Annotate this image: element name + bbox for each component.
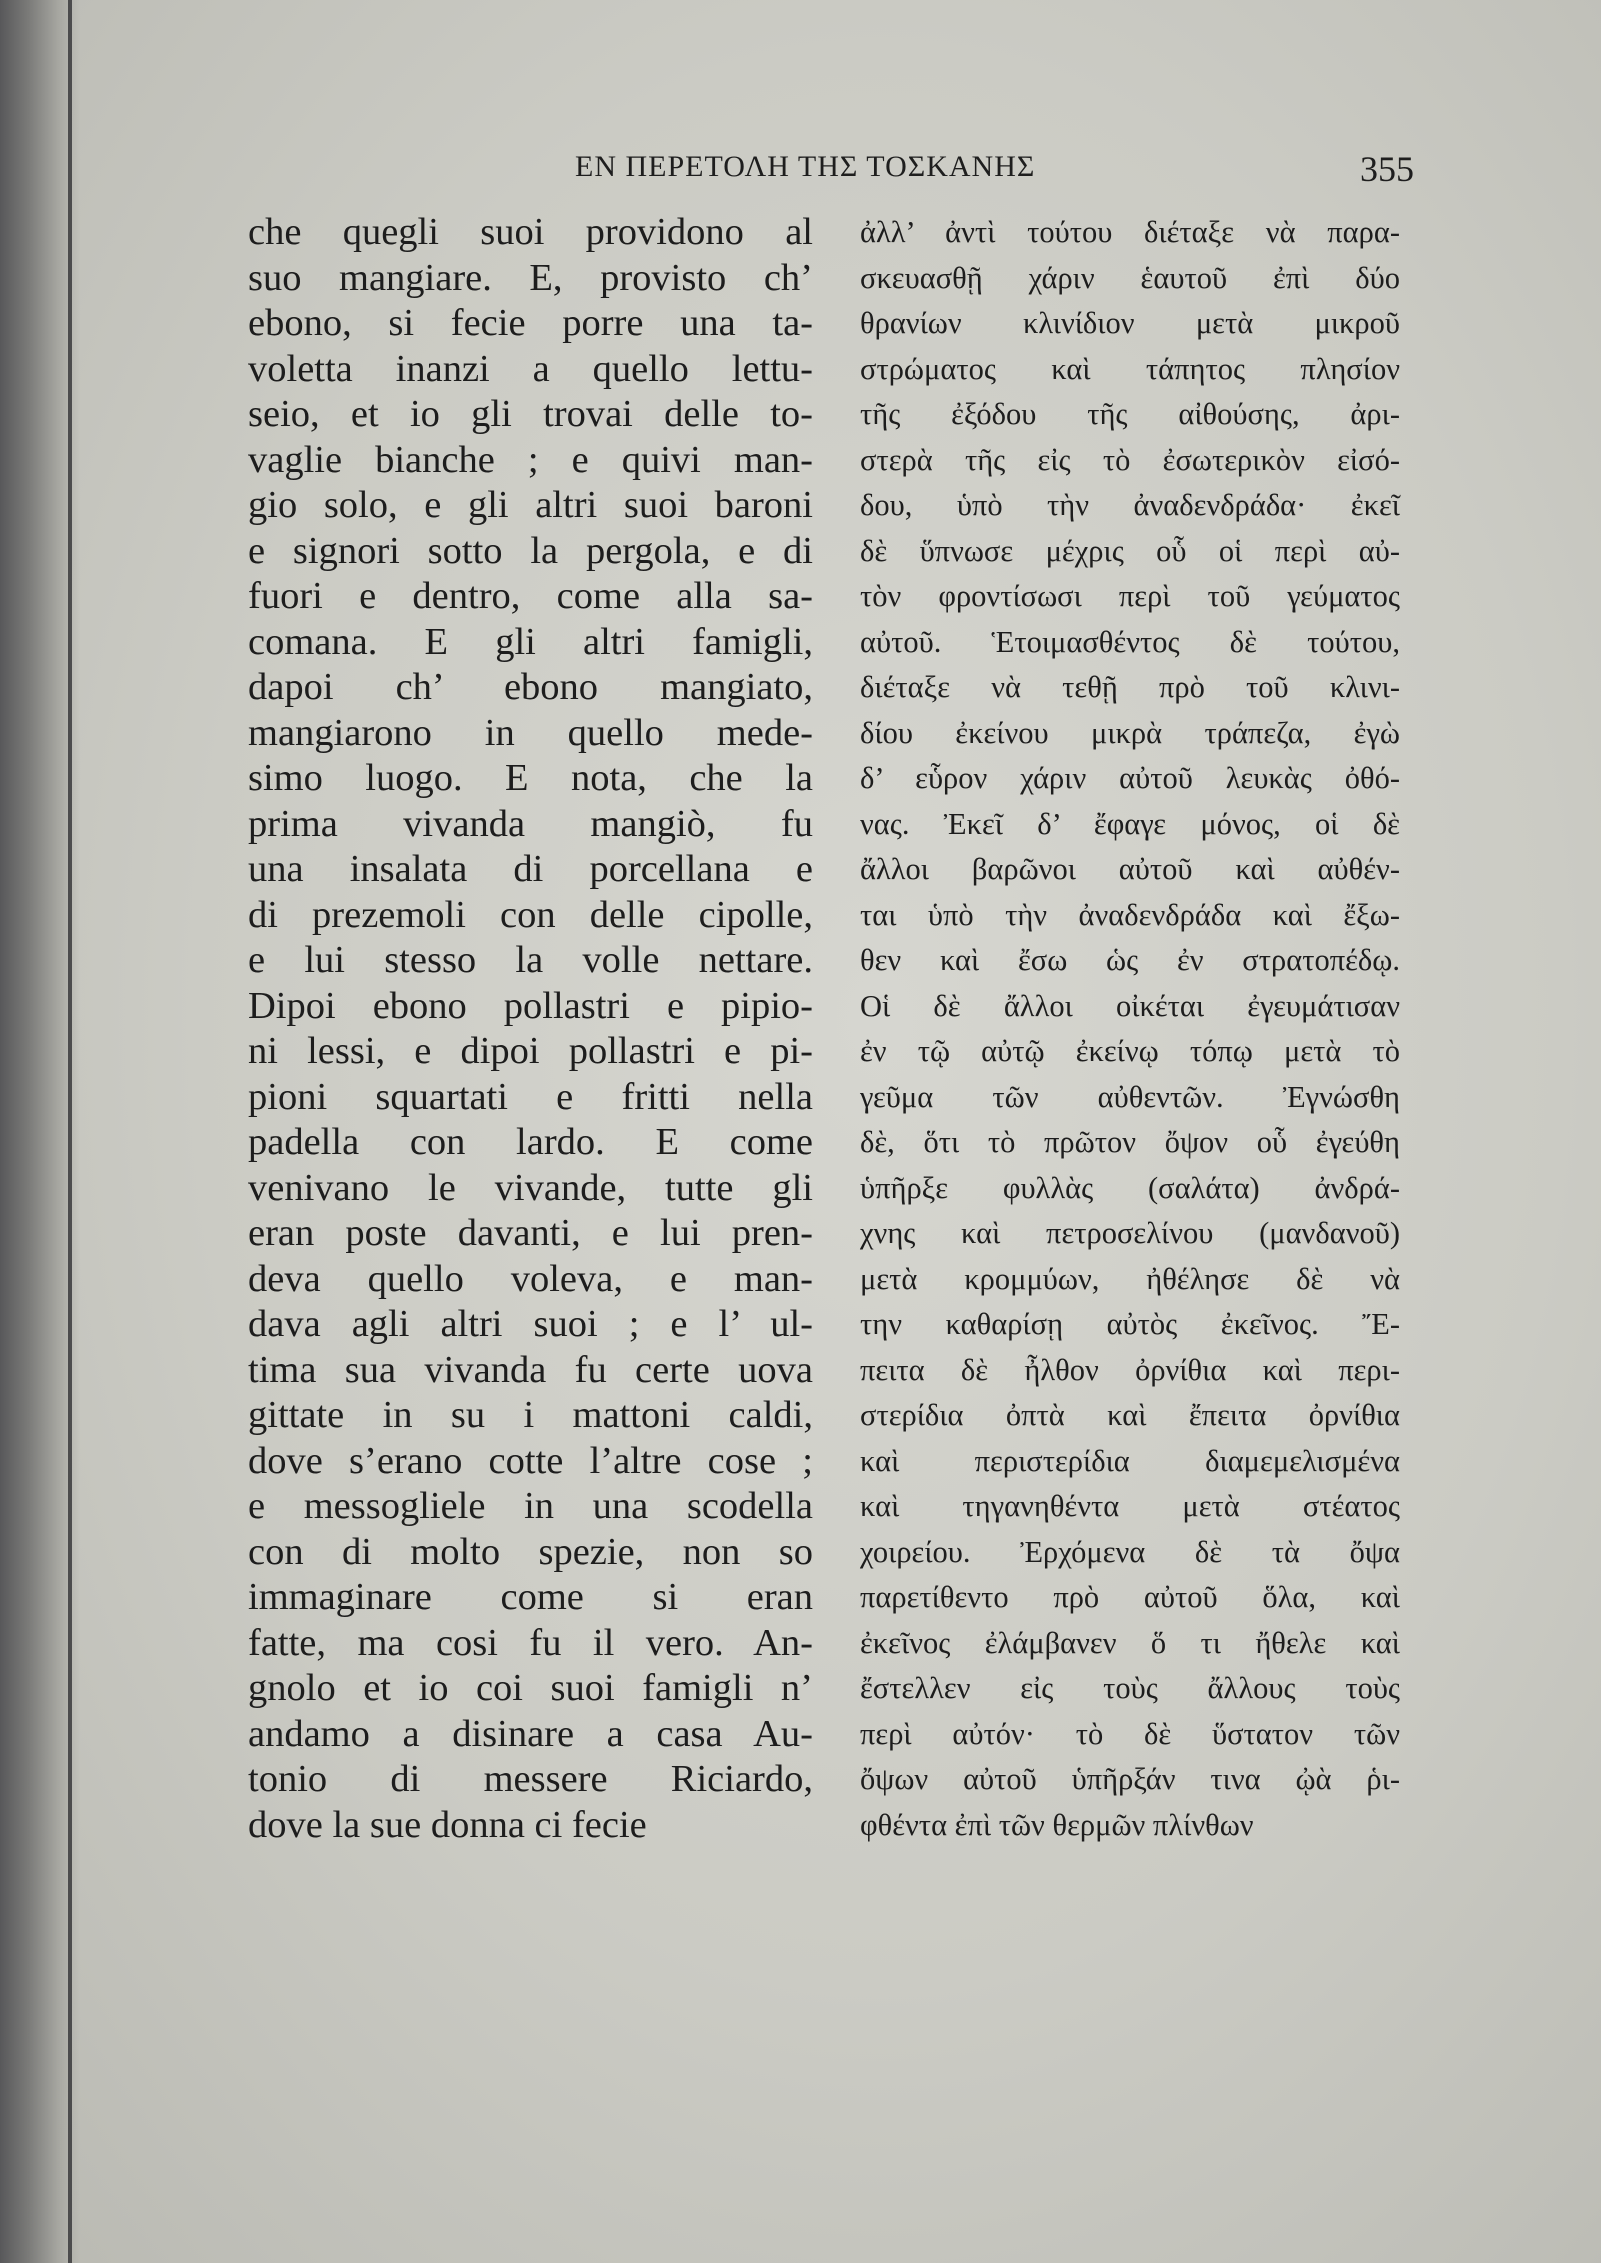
text-line: pioni squartati e fritti nella	[248, 1075, 813, 1118]
text-line: παρετίθεντο πρὸ αὐτοῦ ὅλα, καὶ	[860, 1580, 1400, 1614]
text-line: deva quello voleva, e man-	[248, 1257, 813, 1300]
text-line: seio, et io gli trovai delle to-	[248, 393, 813, 435]
text-line: αὐτοῦ. Ἑτοιμασθέντος δὲ τούτου,	[860, 624, 1400, 659]
text-line: δὲ, ὅτι τὸ πρῶτον ὄψον οὗ ἐγεύθη	[860, 1125, 1400, 1159]
text-line: tima sua vivanda fu certe uova	[248, 1348, 813, 1391]
text-line: στερίδια ὀπτὰ καὶ ἔπειτα ὀρνίθια	[860, 1398, 1400, 1432]
text-line: ἐκεῖνος ἐλάμβανεν ὅ τι ἤθελε καὶ	[860, 1625, 1400, 1660]
text-line: τῆς ἐξόδου τῆς αἰθούσης, ἀρι-	[860, 397, 1400, 431]
text-line: ἔστελλεν εἰς τοὺς ἄλλους τοὺς	[860, 1671, 1400, 1705]
text-line: νας. Ἐκεῖ δ’ ἔφαγε μόνος, οἱ δὲ	[860, 806, 1400, 841]
text-line: immaginare come si eran	[248, 1576, 813, 1618]
text-line: ἀλλ’ ἀντὶ τούτου διέταξε νὰ παρα-	[860, 215, 1400, 249]
binding-rule	[68, 0, 72, 2263]
text-line: fuori e dentro, come alla sa-	[248, 575, 813, 617]
text-line: ὑπῆρξε φυλλὰς (σαλάτα) ἀνδρά-	[860, 1170, 1400, 1205]
text-line: suo mangiare. E, provisto ch’	[248, 256, 813, 299]
text-line: con di molto spezie, non so	[248, 1530, 813, 1573]
running-head: ΕΝ ΠΕΡΕΤΟΛΗ ΤΗΣ ΤΟΣΚΑΝΗΣ	[575, 150, 1036, 183]
text-line: θρανίων κλινίδιον μετὰ μικροῦ	[860, 306, 1400, 340]
italian-text-column	[248, 210, 813, 1848]
text-line: dapoi ch’ ebono mangiato,	[248, 666, 813, 708]
text-line: σκευασθῇ χάριν ἑαυτοῦ ἐπὶ δύο	[860, 260, 1400, 295]
text-line: eran poste davanti, e lui pren-	[248, 1212, 813, 1254]
page-header	[0, 150, 1601, 200]
text-line: padella con lardo. E come	[248, 1121, 813, 1163]
text-line: δ’ εὗρον χάριν αὐτοῦ λευκὰς ὀθό-	[860, 761, 1400, 795]
text-line: ni lessi, e dipoi pollastri e pi-	[248, 1030, 813, 1072]
text-line: e messogliele in una scodella	[248, 1485, 813, 1527]
text-line: χοιρείου. Ἐρχόμενα δὲ τὰ ὄψα	[860, 1534, 1400, 1569]
text-line: καὶ περιστερίδια διαμεμελισμένα	[860, 1443, 1400, 1478]
text-line: θεν καὶ ἔσω ὡς ἐν στρατοπέδῳ.	[860, 943, 1400, 977]
text-line: ται ὑπὸ τὴν ἀναδενδράδα καὶ ἔξω-	[860, 897, 1400, 932]
text-line: καὶ τηγανηθέντα μετὰ στέατος	[860, 1489, 1400, 1523]
text-line: voletta inanzi a quello lettu-	[248, 347, 813, 390]
text-line: gio solo, e gli altri suoi baroni	[248, 484, 813, 526]
text-line: dove s’erano cotte l’altre cose ;	[248, 1439, 813, 1482]
text-line: comana. E gli altri famigli,	[248, 620, 813, 663]
text-line: gnolo et io coi suoi famigli n’	[248, 1667, 813, 1709]
text-line: prima vivanda mangiò, fu	[248, 802, 813, 845]
text-line: venivano le vivande, tutte gli	[248, 1166, 813, 1209]
text-line: δὲ ὕπνωσε μέχρις οὗ οἱ περὶ αὐ-	[860, 533, 1400, 568]
text-line: Οἱ δὲ ἄλλοι οἰκέται ἐγευμάτισαν	[860, 988, 1400, 1023]
text-line: gittate in su i mattoni caldi,	[248, 1394, 813, 1436]
text-line: γεῦμα τῶν αὐθεντῶν. Ἐγνώσθη	[860, 1079, 1400, 1114]
page-number: 355	[1360, 149, 1414, 189]
text-line: mangiarono in quello mede-	[248, 711, 813, 754]
text-line: ἄλλοι βαρῶνοι αὐτοῦ καὶ αὐθέν-	[860, 852, 1400, 886]
text-line: την καθαρίσῃ αὐτὸς ἐκεῖνος. Ἔ-	[860, 1307, 1400, 1341]
text-line: στρώματος καὶ τάπητος πλησίον	[860, 351, 1400, 386]
text-line: vaglie bianche ; e quivi man-	[248, 438, 813, 481]
text-line: ὄψων αὐτοῦ ὑπῆρξάν τινα ᾠὰ ῥι-	[860, 1762, 1400, 1796]
text-line: ἐν τῷ αὐτῷ ἐκείνῳ τόπῳ μετὰ τὸ	[860, 1034, 1400, 1068]
text-line: e signori sotto la pergola, e di	[248, 529, 813, 572]
text-line: διέταξε νὰ τεθῇ πρὸ τοῦ κλινι-	[860, 670, 1400, 704]
text-line: δίου ἐκείνου μικρὰ τράπεζα, ἐγὼ	[860, 715, 1400, 750]
text-line: fatte, ma cosi fu il vero. An-	[248, 1621, 813, 1664]
text-line: τὸν φροντίσωσι περὶ τοῦ γεύματος	[860, 579, 1400, 613]
text-line: πειτα δὲ ἦλθον ὀρνίθια καὶ περι-	[860, 1352, 1400, 1387]
text-line: ebono, si fecie porre una ta-	[248, 302, 813, 344]
text-line: di prezemoli con delle cipolle,	[248, 893, 813, 936]
text-line: Dipoi ebono pollastri e pipio-	[248, 984, 813, 1027]
text-line: στερὰ τῆς εἰς τὸ ἐσωτερικὸν εἰσό-	[860, 442, 1400, 477]
greek-text-column	[860, 210, 1400, 1848]
text-line: e lui stesso la volle nettare.	[248, 939, 813, 981]
text-line: μετὰ κρομμύων, ἠθέλησε δὲ νὰ	[860, 1261, 1400, 1296]
text-line: περὶ αὐτόν· τὸ δὲ ὕστατον τῶν	[860, 1716, 1400, 1751]
text-line: tonio di messere Riciardo,	[248, 1758, 813, 1800]
text-line: una insalata di porcellana e	[248, 848, 813, 890]
text-line: dove la sue donna ci fecie	[248, 1803, 647, 1846]
text-line: che quegli suoi providono al	[248, 211, 813, 253]
text-line: χνης καὶ πετροσελίνου (μανδανοῦ)	[860, 1216, 1400, 1250]
text-line: simo luogo. E nota, che la	[248, 757, 813, 799]
text-line: dava agli altri suoi ; e l’ ul-	[248, 1303, 813, 1345]
text-line: δου, ὑπὸ τὴν ἀναδενδράδα· ἐκεῖ	[860, 488, 1400, 522]
text-line: andamo a disinare a casa Au-	[248, 1712, 813, 1755]
text-line: φθέντα ἐπὶ τῶν θερμῶν πλίνθων	[860, 1807, 1254, 1842]
